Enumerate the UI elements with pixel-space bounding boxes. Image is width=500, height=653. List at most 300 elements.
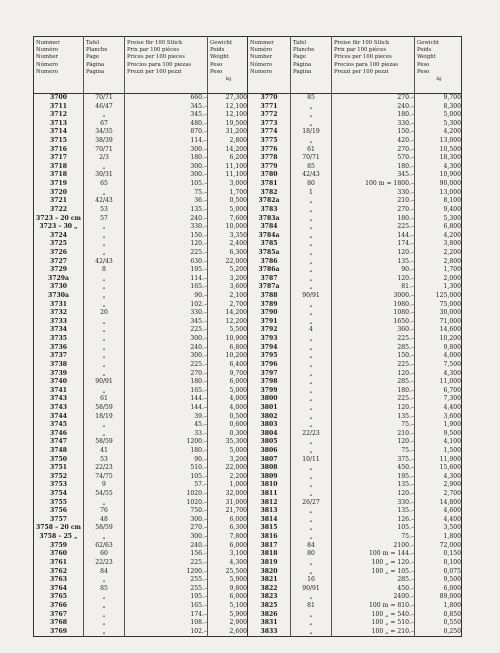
plate-cell: „ xyxy=(102,240,106,248)
item-number-cell: 3799 xyxy=(260,386,278,394)
item-number-cell: 3812 xyxy=(260,498,278,506)
column-weight-left xyxy=(208,94,248,637)
plate-cell: „ xyxy=(309,343,313,351)
item-number-cell: 3718 xyxy=(50,162,67,170)
weight-cell: 3,600 xyxy=(443,412,461,420)
item-number-cell: 3765 xyxy=(50,593,67,601)
plate-cell: 1 xyxy=(309,188,313,196)
price-cell: 2100.– xyxy=(393,541,414,549)
price-cell: 570.– xyxy=(397,154,414,162)
plate-cell: 42/43 xyxy=(95,197,113,205)
plate-cell: „ xyxy=(102,292,106,300)
item-number-cell: 3721 xyxy=(50,197,67,205)
weight-cell: 0,300 xyxy=(229,429,247,437)
weight-cell: 1,800 xyxy=(443,533,461,541)
weight-cell: 4,300 xyxy=(443,369,461,377)
weight-cell: 12,100 xyxy=(225,111,247,119)
header-line: Poids xyxy=(417,47,432,54)
item-number-cell: 3737 xyxy=(50,352,67,360)
plate-cell: „ xyxy=(309,386,313,394)
price-cell: 1200.– xyxy=(186,567,207,575)
item-number-cell: 3719 xyxy=(50,180,67,188)
item-number-cell: 3816 xyxy=(260,533,278,541)
plate-cell: „ xyxy=(102,111,106,119)
item-number-cell: 3712 xyxy=(50,111,67,119)
item-number-cell: 3720 xyxy=(50,188,67,196)
plate-cell: 58/59 xyxy=(95,524,113,532)
weight-cell: 6,200 xyxy=(229,154,247,162)
plate-cell: 46/47 xyxy=(95,102,113,110)
plate-cell: „ xyxy=(309,214,313,222)
item-number-cell: 3744 xyxy=(50,412,67,420)
price-cell: 330.– xyxy=(397,188,414,196)
price-cell: 1650.– xyxy=(393,317,414,325)
weight-cell: 6,800 xyxy=(443,223,461,231)
plate-cell: „ xyxy=(309,257,313,265)
price-cell: 120.– xyxy=(190,240,207,248)
plate-cell: 76 xyxy=(100,507,108,515)
price-cell: 105.– xyxy=(397,524,414,532)
price-cell: 126.– xyxy=(397,515,414,523)
weight-cell: 31,000 xyxy=(225,498,247,506)
plate-cell: „ xyxy=(102,369,106,377)
item-number-cell: 3798 xyxy=(260,378,278,386)
weight-cell: 2,000 xyxy=(443,274,461,282)
weight-cell: 10,000 xyxy=(225,223,247,231)
plate-cell: 70/71 xyxy=(95,145,113,153)
weight-cell: 10,500 xyxy=(439,145,461,153)
plate-cell: 58/59 xyxy=(95,438,113,446)
price-cell: 135.– xyxy=(190,205,207,213)
header-line: Prix par 100 pièces xyxy=(127,47,180,54)
weight-cell: 14,600 xyxy=(439,326,461,334)
price-cell: 144.– xyxy=(190,403,207,411)
plate-cell: 62/63 xyxy=(95,541,113,549)
price-cell: 180.– xyxy=(190,154,207,162)
price-cell: 210.– xyxy=(397,429,414,437)
price-table xyxy=(33,36,462,637)
item-number-cell: 3722 xyxy=(50,205,67,213)
plate-cell: „ xyxy=(309,507,313,515)
header-line: Page xyxy=(86,54,100,61)
item-number-cell: 3815 xyxy=(260,524,278,532)
price-cell: 480.– xyxy=(190,119,207,127)
weight-cell: 2,700 xyxy=(229,300,247,308)
weight-cell: 4,200 xyxy=(443,231,461,239)
weight-cell: 6,000 xyxy=(229,541,247,549)
weight-cell: 10,200 xyxy=(439,335,461,343)
plate-cell: „ xyxy=(309,197,313,205)
item-number-cell: 3776 xyxy=(260,145,278,153)
plate-cell: „ xyxy=(309,533,313,541)
weight-cell: 3,600 xyxy=(229,283,247,291)
price-cell: 330.– xyxy=(397,498,414,506)
weight-cell: 4,200 xyxy=(443,128,461,136)
price-cell: 165.– xyxy=(190,386,207,394)
plate-cell: „ xyxy=(102,231,106,239)
item-number-cell: 3717 xyxy=(50,154,67,162)
header-line: Pagina xyxy=(293,68,312,75)
plate-cell: „ xyxy=(102,352,106,360)
plate-cell: „ xyxy=(309,266,313,274)
item-number-cell: 3714 xyxy=(50,128,67,136)
item-number-cell: 3760 xyxy=(50,550,67,558)
price-cell: 450.– xyxy=(397,584,414,592)
header-line: Preise für 100 Stück xyxy=(334,40,390,46)
price-cell: 120.– xyxy=(397,438,414,446)
plate-cell: 85 xyxy=(100,584,108,592)
price-cell: 270.– xyxy=(397,205,414,213)
price-cell: 75.– xyxy=(194,188,207,196)
weight-cell: 6,000 xyxy=(443,584,461,592)
plate-cell: 2/3 xyxy=(99,154,109,162)
weight-cell: 4,400 xyxy=(443,515,461,523)
header-line: Prezzi per 100 pezzi xyxy=(334,68,389,75)
price-cell: 225.– xyxy=(190,558,207,566)
item-number-cell: 3729a xyxy=(48,274,69,282)
plate-cell: „ xyxy=(102,533,106,541)
plate-cell: 41 xyxy=(100,446,108,454)
plate-cell: „ xyxy=(102,386,106,394)
price-cell: 225.– xyxy=(190,248,207,256)
header-line: Numéro xyxy=(250,47,272,54)
price-cell: 120.– xyxy=(397,369,414,377)
plate-cell: „ xyxy=(309,137,313,145)
item-number-cell: 3718 xyxy=(50,171,67,179)
item-number-cell: 3730 xyxy=(50,283,67,291)
plate-cell: 34/35 xyxy=(95,128,113,136)
price-cell: 750.– xyxy=(190,507,207,515)
weight-cell: 125,000 xyxy=(435,292,461,300)
plate-cell: 22/23 xyxy=(302,429,320,437)
plate-cell: 80 xyxy=(307,550,315,558)
plate-cell: 57 xyxy=(100,214,108,222)
weight-cell: 8,300 xyxy=(443,102,461,110)
weight-unit: kg xyxy=(225,76,232,82)
item-number-cell: 3801 xyxy=(260,403,278,411)
price-cell: 108.– xyxy=(190,619,207,627)
weight-cell: 3,350 xyxy=(229,231,247,239)
price-cell: 330.– xyxy=(190,223,207,231)
plate-cell: „ xyxy=(102,162,106,170)
weight-cell: 9,500 xyxy=(443,429,461,437)
item-number-cell: 3823 xyxy=(260,593,278,601)
plate-cell: „ xyxy=(309,490,313,498)
weight-cell: 6,700 xyxy=(443,386,461,394)
header-line: Peso xyxy=(417,61,430,68)
item-number-cell: 3826 xyxy=(260,610,278,618)
price-cell: 75.– xyxy=(401,421,414,429)
item-number-cell: 3715 xyxy=(50,137,67,145)
weight-cell: 10,900 xyxy=(225,335,247,343)
price-cell: 120.– xyxy=(397,490,414,498)
price-cell: 33.– xyxy=(194,429,207,437)
header-line: Numero xyxy=(36,68,58,75)
weight-cell: 1,300 xyxy=(443,283,461,291)
column-plate-left xyxy=(84,94,125,637)
weight-cell: 0,500 xyxy=(229,412,247,420)
weight-cell: 4,600 xyxy=(443,507,461,515)
header-line: Planche xyxy=(86,47,108,54)
header-line: Peso xyxy=(210,68,223,75)
plate-cell: 90/91 xyxy=(302,584,320,592)
weight-cell: 9,500 xyxy=(443,576,461,584)
item-number-cell: 3803 xyxy=(260,421,278,429)
item-number-cell: 3743 xyxy=(50,403,67,411)
price-cell: 630.– xyxy=(190,257,207,265)
price-cell: 150.– xyxy=(397,128,414,136)
item-number-cell: 3733 xyxy=(50,317,67,325)
price-cell: 345.– xyxy=(397,171,414,179)
header-line: Página xyxy=(293,61,312,68)
column-number-left xyxy=(34,94,84,637)
item-number-cell: 3770 xyxy=(260,94,278,101)
item-number-cell: 3729 xyxy=(50,266,67,274)
plate-cell: „ xyxy=(309,412,313,420)
price-cell: 114.– xyxy=(190,274,207,282)
plate-cell: „ xyxy=(102,317,106,325)
weight-cell: 0,100 xyxy=(443,558,461,566)
header-weight-right xyxy=(415,37,461,81)
item-number-cell: 3747 xyxy=(50,438,67,446)
plate-cell: 70/71 xyxy=(302,154,320,162)
item-number-cell: 3778 xyxy=(260,154,278,162)
header-line: Número xyxy=(36,61,58,68)
item-number-cell: 3724 xyxy=(50,231,67,239)
weight-cell: 90,000 xyxy=(439,180,461,188)
weight-cell: 19,500 xyxy=(225,119,247,127)
header-line: Peso xyxy=(210,61,223,68)
plate-cell: „ xyxy=(102,498,106,506)
price-cell: 195.– xyxy=(397,472,414,480)
plate-cell: „ xyxy=(309,593,313,601)
item-number-cell: 3711 xyxy=(50,102,67,110)
price-cell: 100 m = 1800.– xyxy=(365,180,414,188)
header-line: Nummer xyxy=(36,40,60,46)
item-number-cell: 3743 xyxy=(50,395,67,403)
plate-cell: „ xyxy=(309,446,313,454)
price-cell: 57.– xyxy=(194,481,207,489)
item-number-cell: 3774 xyxy=(260,128,278,136)
plate-cell: „ xyxy=(309,619,313,627)
price-cell: 330.– xyxy=(190,309,207,317)
weight-cell: 5,100 xyxy=(229,601,247,609)
plate-cell: 22/23 xyxy=(95,558,113,566)
plate-cell: „ xyxy=(309,300,313,308)
price-cell: 100 „ = 540.– xyxy=(371,610,414,618)
plate-cell: „ xyxy=(309,102,313,110)
weight-cell: 2,200 xyxy=(443,248,461,256)
item-number-cell: 3797 xyxy=(260,369,278,377)
weight-cell: 11,100 xyxy=(225,162,247,170)
plate-cell: 90/91 xyxy=(302,292,320,300)
item-number-cell: 3788 xyxy=(260,292,278,300)
price-cell: 450.– xyxy=(397,464,414,472)
price-cell: 270.– xyxy=(190,369,207,377)
weight-cell: 22,000 xyxy=(225,464,247,472)
price-cell: 225.– xyxy=(397,360,414,368)
table-body-row xyxy=(34,94,462,637)
price-cell: 1200.– xyxy=(186,438,207,446)
price-cell: 1080.– xyxy=(393,309,414,317)
item-number-cell: 3805 xyxy=(260,438,278,446)
weight-cell: 7,300 xyxy=(443,395,461,403)
weight-cell: 22,000 xyxy=(225,257,247,265)
weight-cell: 4,300 xyxy=(229,558,247,566)
item-number-cell: 3758 – 25 „ xyxy=(39,533,78,541)
weight-cell: 5,500 xyxy=(229,326,247,334)
plate-cell: „ xyxy=(102,300,106,308)
item-number-cell: 3782 xyxy=(260,188,278,196)
header-weight-left xyxy=(208,37,247,81)
weight-cell: 2,900 xyxy=(229,619,247,627)
weight-cell: 2,200 xyxy=(229,472,247,480)
weight-cell: 15,600 xyxy=(439,464,461,472)
plate-cell: 16 xyxy=(307,576,315,584)
header-line: Pagina xyxy=(86,68,105,75)
item-number-cell: 3748 xyxy=(50,446,67,454)
weight-cell: 9,800 xyxy=(229,584,247,592)
price-cell: 225.– xyxy=(190,360,207,368)
plate-cell: „ xyxy=(309,403,313,411)
price-cell: 180.– xyxy=(397,386,414,394)
header-line: Prezzi per 100 pezzi xyxy=(127,68,182,75)
weight-cell: 2,400 xyxy=(229,240,247,248)
plate-cell: 70/71 xyxy=(95,94,113,101)
item-number-cell: 3753 xyxy=(50,481,67,489)
plate-cell: „ xyxy=(309,111,313,119)
weight-cell: 6,000 xyxy=(229,515,247,523)
weight-cell: 11,900 xyxy=(439,455,461,463)
plate-cell: „ xyxy=(309,352,313,360)
plate-cell: „ xyxy=(309,524,313,532)
weight-cell: 9,700 xyxy=(443,94,461,101)
item-number-cell: 3796 xyxy=(260,360,278,368)
weight-cell: 6,300 xyxy=(229,524,247,532)
weight-cell: 2,900 xyxy=(443,481,461,489)
plate-cell: „ xyxy=(102,274,106,282)
weight-cell: 75,000 xyxy=(439,300,461,308)
price-cell: 240.– xyxy=(190,214,207,222)
item-number-cell: 3783a xyxy=(258,214,280,222)
item-number-cell: 3818 xyxy=(260,550,278,558)
item-number-cell: 3731 xyxy=(50,300,67,308)
price-cell: 135.– xyxy=(397,257,414,265)
item-number-cell: 3758 – 20 cm xyxy=(35,524,81,532)
item-number-cell: 3802 xyxy=(260,412,278,420)
item-number-cell: 3791 xyxy=(260,317,278,325)
weight-cell: 31,200 xyxy=(225,128,247,136)
plate-cell: „ xyxy=(309,438,313,446)
header-line: Número xyxy=(250,61,272,68)
item-number-cell: 3723 – 30 „ xyxy=(39,223,78,231)
item-number-cell: 3730a xyxy=(48,292,69,300)
plate-cell: 4 xyxy=(309,326,313,334)
item-number-cell: 3779 xyxy=(260,162,278,170)
weight-cell: 1,500 xyxy=(443,446,461,454)
plate-cell: 48 xyxy=(100,515,108,523)
price-cell: 120.– xyxy=(397,403,414,411)
header-line: Precios para 100 piezas xyxy=(334,61,399,68)
weight-cell: 32,000 xyxy=(225,490,247,498)
item-number-cell: 3757 xyxy=(50,515,67,523)
weight-cell: 21,700 xyxy=(225,507,247,515)
price-cell: 105.– xyxy=(190,472,207,480)
plate-cell: „ xyxy=(309,205,313,213)
column-number-right xyxy=(248,94,291,637)
item-number-cell: 3751 xyxy=(50,464,67,472)
price-cell: 300.– xyxy=(190,162,207,170)
weight-cell: 0,150 xyxy=(443,550,461,558)
plate-cell: 81 xyxy=(307,601,315,609)
price-cell: 1020.– xyxy=(186,498,207,506)
header-line: Poids xyxy=(210,47,225,54)
plate-cell: 65 xyxy=(100,180,108,188)
weight-cell: 4,000 xyxy=(229,403,247,411)
weight-cell: 9,700 xyxy=(229,369,247,377)
price-cell: 225.– xyxy=(397,335,414,343)
plate-cell: „ xyxy=(309,464,313,472)
item-number-cell: 3786a xyxy=(258,266,280,274)
plate-cell: „ xyxy=(102,429,106,437)
item-number-cell: 3739 xyxy=(50,369,67,377)
header-line: Planche xyxy=(293,47,315,54)
price-cell: 285.– xyxy=(397,343,414,351)
weight-cell: 5,200 xyxy=(229,266,247,274)
weight-cell: 25,500 xyxy=(225,567,247,575)
plate-cell: 42/43 xyxy=(95,257,113,265)
item-number-cell: 3783 xyxy=(260,205,278,213)
item-number-cell: 3782a xyxy=(258,197,280,205)
weight-cell: 12,100 xyxy=(225,102,247,110)
item-number-cell: 3727 xyxy=(50,257,67,265)
plate-cell: 61 xyxy=(100,395,108,403)
item-number-cell: 3787a xyxy=(258,283,280,291)
price-cell: 285.– xyxy=(397,378,414,386)
price-cell: 165.– xyxy=(190,283,207,291)
item-number-cell: 3771 xyxy=(260,102,278,110)
header-line: Nummer xyxy=(250,40,274,46)
weight-cell: 2,100 xyxy=(229,292,247,300)
weight-cell: 0,600 xyxy=(229,421,247,429)
header-line: Number xyxy=(250,54,273,61)
price-cell: 144.– xyxy=(397,231,414,239)
header-line: Preise für 100 Stück xyxy=(127,40,183,46)
price-cell: 375.– xyxy=(397,455,414,463)
item-number-cell: 3713 xyxy=(50,119,67,127)
item-number-cell: 3773 xyxy=(260,119,278,127)
header-line: Página xyxy=(86,61,105,68)
price-cell: 300.– xyxy=(190,352,207,360)
plate-cell: „ xyxy=(102,223,106,231)
price-cell: 240.– xyxy=(397,102,414,110)
item-number-cell: 3755 xyxy=(50,498,67,506)
header-line: Gewicht xyxy=(210,40,233,46)
weight-cell: 18,300 xyxy=(439,154,461,162)
plate-cell: 84 xyxy=(100,567,108,575)
item-number-cell: 3745 xyxy=(50,421,67,429)
weight-cell: 27,300 xyxy=(225,94,247,101)
item-number-cell: 3781 xyxy=(260,180,278,188)
weight-unit: kg xyxy=(436,76,442,82)
plate-cell: „ xyxy=(309,317,313,325)
weight-cell: 5,300 xyxy=(443,214,461,222)
price-cell: 180.– xyxy=(190,446,207,454)
header-line: Gewicht xyxy=(417,40,440,46)
price-cell: 100 „ = 210.– xyxy=(371,627,414,635)
weight-cell: 1,900 xyxy=(443,421,461,429)
plate-cell: 58/59 xyxy=(95,403,113,411)
